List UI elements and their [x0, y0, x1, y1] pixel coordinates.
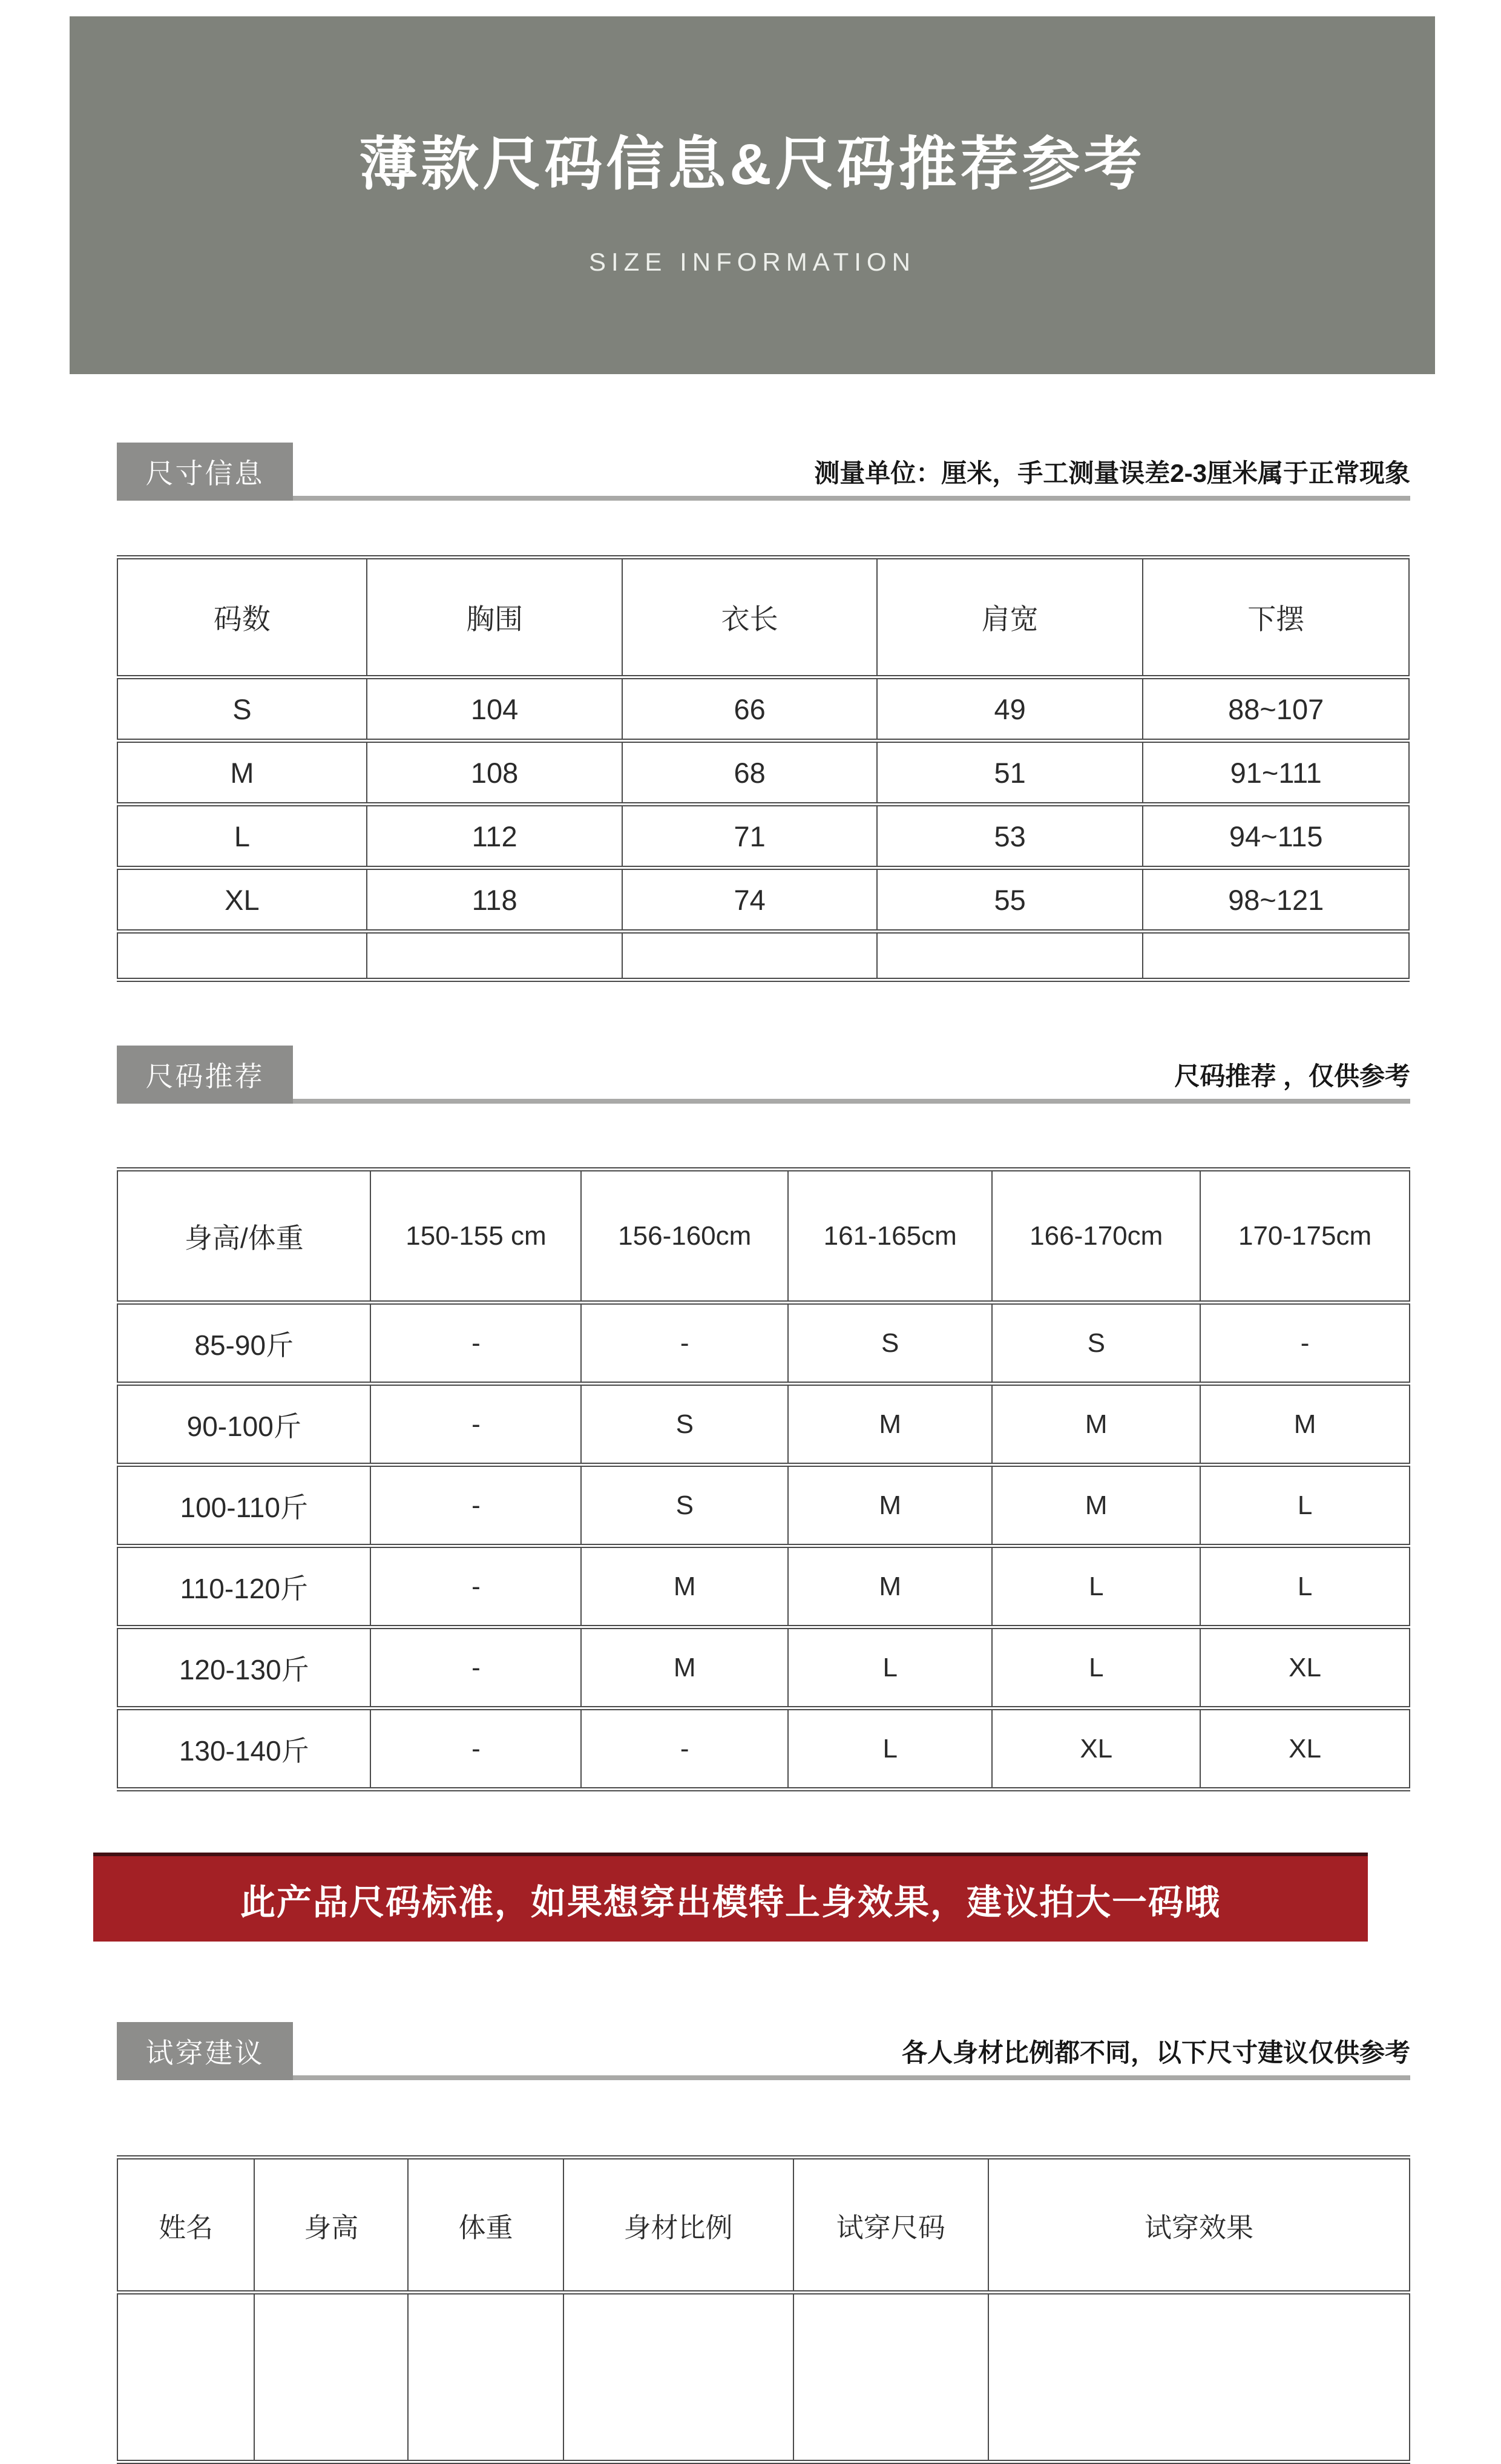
hem-cell: 94~115 [1143, 805, 1409, 868]
section-note-fit-advice: 各人身材比例都不同，以下尺寸建议仅供参考 [901, 2038, 1410, 2067]
length-cell: 66 [622, 677, 876, 741]
size-rec-cell: M [581, 1546, 788, 1627]
size-rec-cell: - [370, 1384, 581, 1465]
column-header: 姓名 [117, 2158, 254, 2293]
length-cell: 71 [622, 805, 876, 868]
section-label-fit-advice: 试穿建议 [117, 2022, 293, 2080]
size-rec-cell: - [1200, 1303, 1410, 1384]
size-rec-cell: S [581, 1384, 788, 1465]
size-rec-cell: - [581, 1303, 788, 1384]
size-rec-cell: M [788, 1465, 992, 1546]
size-rec-cell: - [370, 1708, 581, 1790]
bust-cell: 108 [367, 741, 623, 805]
fit-table [117, 2155, 1410, 2464]
column-header: 身材比例 [563, 2158, 793, 2293]
empty-cell [1143, 932, 1409, 980]
column-header: 肩宽 [877, 558, 1143, 677]
size-rec-cell: - [581, 1708, 788, 1790]
fit-table-container [117, 2155, 1410, 2464]
size-rec-cell: XL [1200, 1708, 1410, 1790]
section-note-size-info: 测量单位：厘米，手工测量误差2-3厘米属于正常现象 [814, 459, 1410, 487]
column-header: 166-170cm [992, 1170, 1200, 1303]
size-rec-cell: S [581, 1465, 788, 1546]
section-note-size-recommend: 尺码推荐 ，仅供参考 [1174, 1062, 1410, 1090]
size-rec-cell: XL [1200, 1627, 1410, 1708]
empty-cell [988, 2293, 1410, 2462]
empty-cell [117, 932, 367, 980]
bust-cell: 104 [367, 677, 623, 741]
size-rec-cell: - [370, 1546, 581, 1627]
hem-cell: 88~107 [1143, 677, 1409, 741]
size-rec-cell: - [370, 1627, 581, 1708]
length-cell: 68 [622, 741, 876, 805]
table-row [117, 1546, 1410, 1627]
column-header: 试穿尺码 [793, 2158, 988, 2293]
hem-cell: 91~111 [1143, 741, 1409, 805]
size-rec-cell: L [788, 1627, 992, 1708]
table-row [117, 677, 1409, 741]
size-cell: XL [117, 868, 367, 932]
size-table [117, 555, 1410, 982]
banner-title: 薄款尺码信息&尺码推荐参考 [359, 132, 1146, 197]
size-info-banner [70, 16, 1435, 374]
weight-range-cell: 110-120斤 [117, 1546, 370, 1627]
size-rec-cell: M [581, 1627, 788, 1708]
shoulder-cell: 55 [877, 868, 1143, 932]
size-cell: M [117, 741, 367, 805]
size-rec-cell: M [992, 1465, 1200, 1546]
empty-cell [622, 932, 876, 980]
table-row [117, 2293, 1410, 2462]
table-empty-row [117, 932, 1409, 980]
recommend-table [117, 1167, 1410, 1791]
bust-cell: 112 [367, 805, 623, 868]
size-cell: L [117, 805, 367, 868]
column-header: 156-160cm [581, 1170, 788, 1303]
size-rec-cell: M [992, 1384, 1200, 1465]
column-header: 170-175cm [1200, 1170, 1410, 1303]
size-rec-cell: - [370, 1465, 581, 1546]
size-notice-banner [93, 1853, 1368, 1942]
empty-cell [408, 2293, 563, 2462]
column-header: 身高/体重 [117, 1170, 370, 1303]
table-row [117, 805, 1409, 868]
weight-range-cell: 90-100斤 [117, 1384, 370, 1465]
notice-text: 此产品尺码标准，如果想穿出模特上身效果，建议拍大一码哦 [240, 1882, 1221, 1922]
size-rec-cell: M [788, 1384, 992, 1465]
size-cell: S [117, 677, 367, 741]
empty-cell [254, 2293, 408, 2462]
table-row [117, 868, 1409, 932]
size-rec-cell: L [1200, 1546, 1410, 1627]
shoulder-cell: 51 [877, 741, 1143, 805]
banner-subtitle: SIZE INFORMATION [589, 248, 916, 276]
shoulder-cell: 49 [877, 677, 1143, 741]
column-header: 码数 [117, 558, 367, 677]
size-rec-cell: L [788, 1708, 992, 1790]
column-header: 161-165cm [788, 1170, 992, 1303]
weight-range-cell: 100-110斤 [117, 1465, 370, 1546]
size-rec-cell: L [1200, 1465, 1410, 1546]
table-row [117, 1465, 1410, 1546]
size-rec-cell: XL [992, 1708, 1200, 1790]
size-rec-cell: L [992, 1627, 1200, 1708]
table-row [117, 1708, 1410, 1790]
column-header: 下摆 [1143, 558, 1409, 677]
size-rec-cell: - [370, 1303, 581, 1384]
bust-cell: 118 [367, 868, 623, 932]
column-header: 试穿效果 [988, 2158, 1410, 2293]
section-label-size-recommend: 尺码推荐 [117, 1046, 293, 1104]
empty-cell [117, 2293, 254, 2462]
weight-range-cell: 120-130斤 [117, 1627, 370, 1708]
empty-cell [793, 2293, 988, 2462]
length-cell: 74 [622, 868, 876, 932]
size-table-container [117, 555, 1410, 982]
column-header: 体重 [408, 2158, 563, 2293]
size-rec-cell: S [992, 1303, 1200, 1384]
table-header-row [117, 558, 1409, 677]
column-header: 身高 [254, 2158, 408, 2293]
table-row [117, 1627, 1410, 1708]
weight-range-cell: 85-90斤 [117, 1303, 370, 1384]
table-row [117, 741, 1409, 805]
weight-range-cell: 130-140斤 [117, 1708, 370, 1790]
shoulder-cell: 53 [877, 805, 1143, 868]
hem-cell: 98~121 [1143, 868, 1409, 932]
size-rec-cell: M [788, 1546, 992, 1627]
size-rec-cell: S [788, 1303, 992, 1384]
column-header: 胸围 [367, 558, 623, 677]
column-header: 衣长 [622, 558, 876, 677]
table-header-row [117, 1170, 1410, 1303]
empty-cell [563, 2293, 793, 2462]
empty-cell [877, 932, 1143, 980]
table-row [117, 1303, 1410, 1384]
size-rec-cell: L [992, 1546, 1200, 1627]
table-header-row [117, 2158, 1410, 2293]
empty-cell [367, 932, 623, 980]
column-header: 150-155 cm [370, 1170, 581, 1303]
table-row [117, 1384, 1410, 1465]
section-label-size-info: 尺寸信息 [117, 443, 293, 501]
size-rec-cell: M [1200, 1384, 1410, 1465]
recommend-table-container [117, 1167, 1410, 1791]
